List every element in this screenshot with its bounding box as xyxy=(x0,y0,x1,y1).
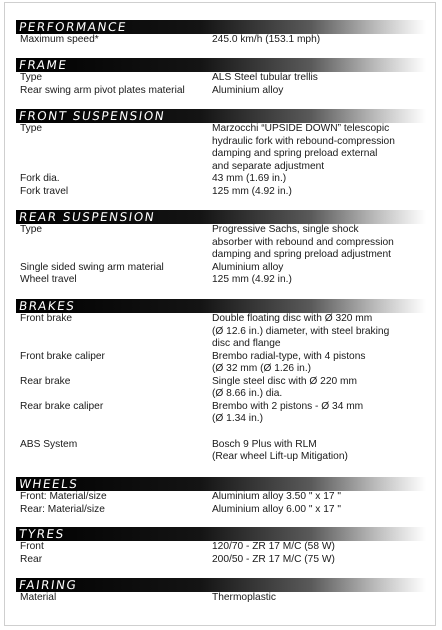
spec-value: 245.0 km/h (153.1 mph) xyxy=(212,34,321,45)
spec-key: Front: Material/size xyxy=(20,491,107,502)
section-title: BRAKES xyxy=(16,299,426,313)
spec-row xyxy=(20,186,426,199)
spec-row xyxy=(20,34,426,47)
spec-value: Aluminium alloy 6.00 " x 17 " xyxy=(212,503,341,515)
spec-key: Maximum speed* xyxy=(20,34,99,45)
spec-key: Front xyxy=(20,541,44,552)
spec-key: Material xyxy=(20,592,57,603)
section-title: PERFORMANCE xyxy=(16,20,426,34)
spec-value: ALS Steel tubular trellis xyxy=(212,72,318,83)
spec-key: Single sided swing arm material xyxy=(20,261,164,273)
section-wheels xyxy=(16,477,426,516)
spec-row xyxy=(20,85,426,98)
spec-key: ABS System xyxy=(20,438,78,450)
spec-row xyxy=(20,541,426,554)
spec-row xyxy=(20,224,426,262)
section-title: FRAME xyxy=(16,58,426,72)
spec-key: Front brake caliper xyxy=(20,350,105,362)
spec-value: 125 mm (4.92 in.) xyxy=(212,274,292,285)
spec-row xyxy=(20,72,426,85)
section-rear-suspension xyxy=(16,210,426,287)
spec-key: Type xyxy=(20,123,43,134)
spec-value: Aluminium alloy xyxy=(212,261,284,273)
spec-row xyxy=(20,592,426,605)
spec-key: Type xyxy=(20,72,43,83)
spec-value: Brembo radial-type, with 4 pistons (Ø 32 mm (Ø 1.26 in.) xyxy=(212,350,366,374)
spec-row xyxy=(20,351,426,376)
spec-value: Aluminium alloy 3.50 " x 17 " xyxy=(212,491,341,502)
spec-row xyxy=(20,504,426,517)
spec-value: 200/50 - ZR 17 M/C (75 W) xyxy=(212,553,335,565)
section-front-suspension xyxy=(16,109,426,198)
spec-value: Double floating disc with Ø 320 mm (Ø 12.6 in.) diameter, with steel braking disc and flange xyxy=(212,313,390,349)
spec-key: Rear: Material/size xyxy=(20,503,105,515)
spec-key: Wheel travel xyxy=(20,274,77,285)
spec-value: Single steel disc with Ø 220 mm (Ø 8.66 in.) dia. xyxy=(212,375,357,399)
spec-row xyxy=(20,262,426,275)
section-title: WHEELS xyxy=(16,477,426,491)
section-fairing xyxy=(16,578,426,605)
spec-key: Type xyxy=(20,224,43,235)
spec-key: Fork travel xyxy=(20,185,69,197)
spec-row xyxy=(20,401,426,426)
spec-row xyxy=(20,173,426,186)
spec-value: 43 mm (1.69 in.) xyxy=(212,173,287,184)
section-performance xyxy=(16,20,426,47)
spec-row xyxy=(20,554,426,567)
spec-value: Marzocchi “UPSIDE DOWN” telescopic hydraulic fork with rebound-compression damping and spring preload external and separate adjustment xyxy=(212,123,395,172)
spec-key: Rear xyxy=(20,553,43,565)
spec-key: Fork dia. xyxy=(20,173,60,184)
spec-row xyxy=(20,313,426,351)
section-frame xyxy=(16,58,426,97)
section-title: REAR SUSPENSION xyxy=(16,210,426,224)
spec-row xyxy=(20,274,426,287)
spec-value: 125 mm (4.92 in.) xyxy=(212,185,292,197)
spec-key: Rear swing arm pivot plates material xyxy=(20,84,185,96)
spec-row xyxy=(20,123,426,173)
spec-key: Rear brake xyxy=(20,375,71,387)
section-title: TYRES xyxy=(16,527,426,541)
spec-key: Front brake xyxy=(20,313,73,324)
spec-row xyxy=(20,491,426,504)
spec-row xyxy=(20,439,426,464)
spec-value: Brembo with 2 pistons - Ø 34 mm (Ø 1.34 in.) xyxy=(212,400,364,424)
spec-value: Aluminium alloy xyxy=(212,84,284,96)
spec-key: Rear brake caliper xyxy=(20,400,104,412)
section-brakes xyxy=(16,299,426,464)
section-title: FAIRING xyxy=(16,578,426,592)
spec-value: 120/70 - ZR 17 M/C (58 W) xyxy=(212,541,335,552)
spec-value: Thermoplastic xyxy=(212,592,276,603)
section-title: FRONT SUSPENSION xyxy=(16,109,426,123)
section-tyres xyxy=(16,527,426,566)
spec-value: Bosch 9 Plus with RLM (Rear wheel Lift-up Mitigation) xyxy=(212,438,348,462)
spec-row xyxy=(20,376,426,401)
spec-value: Progressive Sachs, single shock absorber with rebound and compression damping and spring preload adjustment xyxy=(212,224,394,260)
